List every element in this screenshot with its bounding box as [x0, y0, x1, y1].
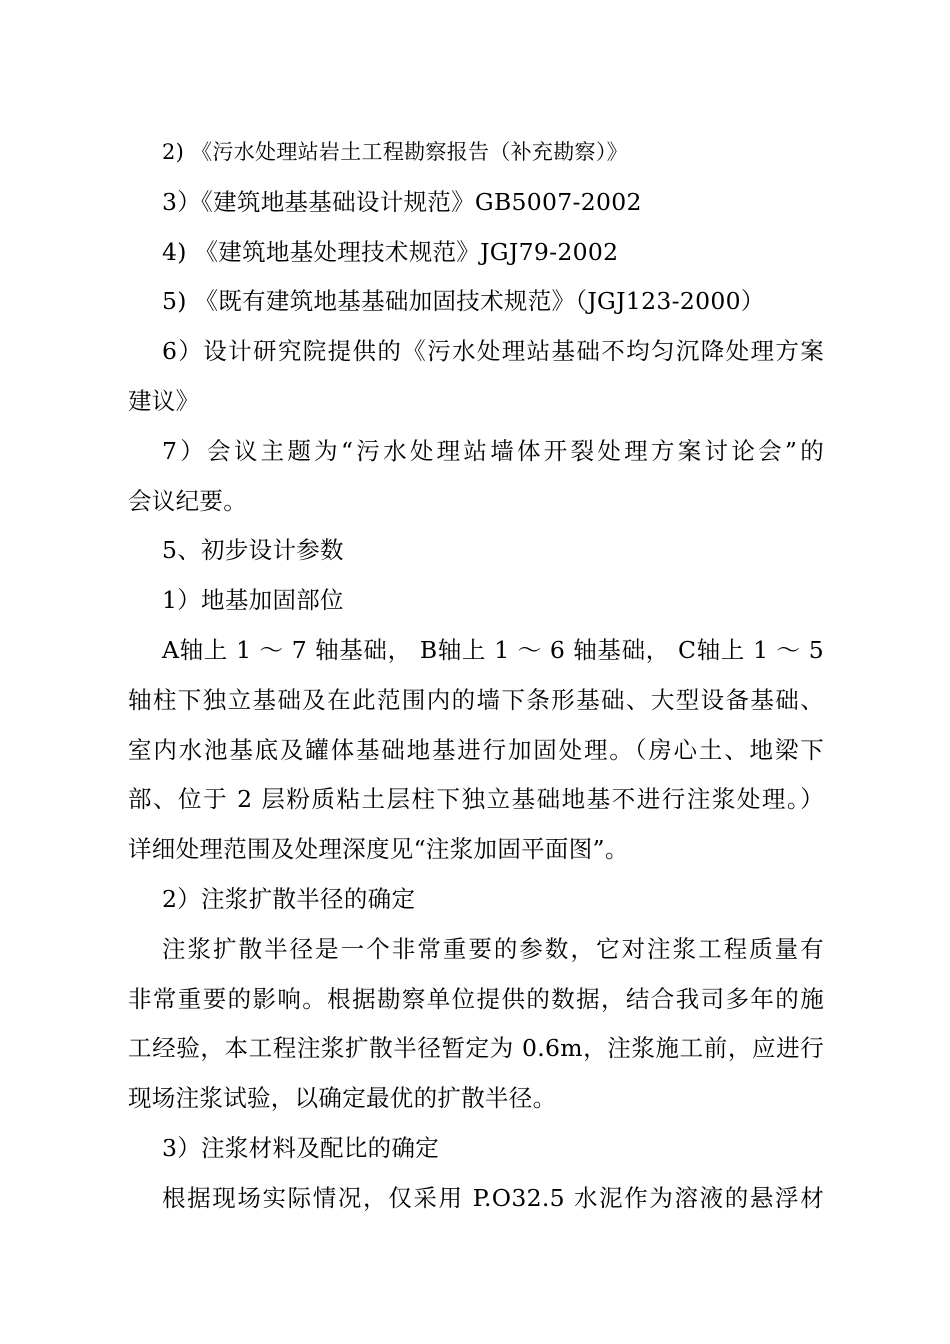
section-heading: 5、初步设计参数 — [162, 536, 344, 565]
text-line: 轴柱下独立基础及在此范围内的墙下条形基础、大型设备基础、 — [128, 685, 824, 714]
text-line: 会议纪要。 — [128, 486, 247, 515]
text-line: 注浆扩散半径是一个非常重要的参数，它对注浆工程质量有 — [162, 934, 824, 963]
subsection-heading: 1）地基加固部位 — [162, 586, 344, 615]
text-line: 根据现场实际情况，仅采用 P.O32.5 水泥作为溶液的悬浮材 — [162, 1183, 824, 1212]
text-line: 建议》 — [128, 386, 200, 415]
subsection-heading: 2）注浆扩散半径的确定 — [162, 884, 416, 913]
document-body — [128, 128, 824, 1224]
text-line: 3）《建筑地基基础设计规范》GB5007-2002 — [162, 187, 642, 216]
text-line: 7）会议主题为“污水处理站墙体开裂处理方案讨论会”的 — [162, 436, 824, 465]
text-line: A轴上 1 ～ 7 轴基础， B轴上 1 ～ 6 轴基础， C轴上 1 ～ 5 — [162, 635, 824, 664]
text-line: 部、位于 2 层粉质粘土层柱下独立基础地基不进行注浆处理。） — [128, 785, 824, 814]
text-line: 5) 《既有建筑地基基础加固技术规范》（JGJ123-2000） — [162, 287, 765, 316]
text-line: 工经验，本工程注浆扩散半径暂定为 0.6m，注浆施工前，应进行 — [128, 1034, 824, 1063]
text-line: 详细处理范围及处理深度见“注浆加固平面图”。 — [128, 835, 629, 864]
text-line: 6）设计研究院提供的《污水处理站基础不均匀沉降处理方案 — [162, 337, 824, 366]
text-line: 4) 《建筑地基处理技术规范》JGJ79-2002 — [162, 237, 619, 266]
subsection-heading: 3）注浆材料及配比的确定 — [162, 1133, 440, 1162]
text-line: 非常重要的影响。根据勘察单位提供的数据，结合我司多年的施 — [128, 984, 824, 1013]
text-line: 现场注浆试验，以确定最优的扩散半径。 — [128, 1084, 557, 1113]
text-line: 2) 《污水处理站岩土工程勘察报告（补充勘察）》 — [162, 140, 628, 164]
text-line: 室内水池基底及罐体基础地基进行加固处理。（房心土、地梁下 — [128, 735, 824, 764]
